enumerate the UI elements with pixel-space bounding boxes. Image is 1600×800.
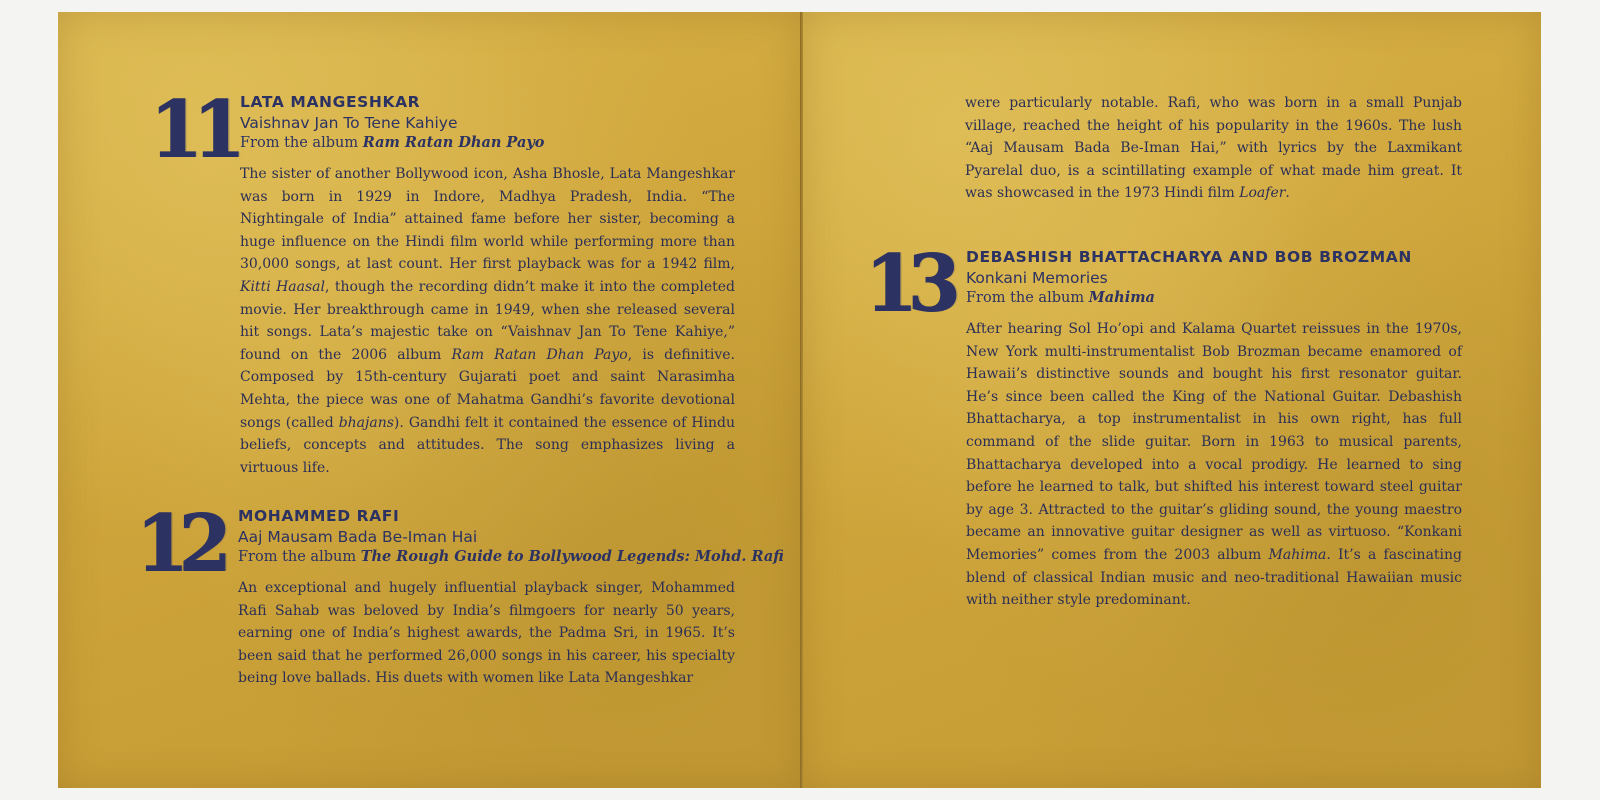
- track-album-line: From the album Mahima: [966, 289, 1155, 306]
- track-12: [238, 507, 784, 690]
- right-page: [803, 12, 1541, 788]
- album-title: Ram Ratan Dhan Payo: [362, 134, 545, 151]
- album-title: The Rough Guide to Bollywood Legends: Mohd. Rafi: [360, 548, 784, 565]
- track-number-12: 12: [136, 498, 222, 589]
- track-song-title: Vaishnav Jan To Tene Kahiye: [240, 114, 458, 132]
- track-album-line: From the album Ram Ratan Dhan Payo: [240, 134, 545, 151]
- track-number-13: 13: [865, 238, 951, 329]
- track-song-title: Aaj Mausam Bada Be-Iman Hai: [238, 528, 478, 546]
- track-number-11: 11: [150, 84, 236, 175]
- track-description: An exceptional and hugely influential playback singer, Mohammed Rafi Sahab was beloved by India’s filmgoers for nearly 50 years, earning one of India’s highest awards, the Padma Sri, in 1965. It’s been said that he performed 26,000 songs in his career, his specialty being love ballads. His duets with women like Lata Mangeshkar: [238, 580, 735, 687]
- booklet-spread: [58, 12, 1541, 788]
- track-11: [240, 93, 735, 479]
- track-description-continued: were particularly notable. Rafi, who was born in a small Punjab village, reached the height of his popularity in the 1960s. The lush “Aaj Mausam Bada Be-Iman Hai,” with lyrics by the Laxmikant Pyarelal duo, is a scintillating example of what made him great. It was showcased in the 1973 Hindi film Loafer.: [965, 95, 1462, 202]
- track-artist: MOHAMMED RAFI: [238, 507, 400, 525]
- track-artist: LATA MANGESHKAR: [240, 93, 421, 111]
- left-page: [58, 12, 803, 788]
- track-13: [966, 248, 1462, 612]
- track-artist: DEBASHISH BHATTACHARYA AND BOB BROZMAN: [966, 248, 1412, 266]
- track-12-continuation: [965, 92, 1462, 205]
- track-description: The sister of another Bollywood icon, Asha Bhosle, Lata Mangeshkar was born in 1929 in Indore, Madhya Pradesh, India. “The Nightingale of India” attained fame before her sister, becoming a huge influence on the Hindi film world while performing more than 30,000 songs, at last count. Her first playback was for a 1942 film, Kitti Haasal, though the recording didn’t make it into the completed movie. Her breakthrough came in 1949, when she released several hit songs. Lata’s majestic take on “Vaishnav Jan To Tene Kahiye,” found on the 2006 album Ram Ratan Dhan Payo, is definitive. Composed by 15th-century Gujarati poet and saint Narasimha Mehta, the piece was one of Mahatma Gandhi’s favorite devotional songs (called bhajans). Gandhi felt it contained the essence of Hindu beliefs, concepts and attitudes. The song emphasizes living a virtuous life.: [240, 166, 735, 476]
- track-album-line: From the album The Rough Guide to Bollywood Legends: Mohd. Rafi: [238, 548, 784, 565]
- album-title: Mahima: [1088, 289, 1155, 306]
- track-song-title: Konkani Memories: [966, 269, 1108, 287]
- track-description: After hearing Sol Ho’opi and Kalama Quartet reissues in the 1970s, New York multi-instrumentalist Bob Brozman became enamored of Hawaii’s distinctive sounds and bought his first resonator guitar. He’s since been called the King of the National Guitar. Debashish Bhattacharya, a top instrumentalist in his own right, has full command of the slide guitar. Born in 1963 to musical parents, Bhattacharya developed into a vocal prodigy. He learned to sing before he learned to talk, but shifted his interest toward steel guitar by age 3. Attracted to the guitar’s gliding sound, the young maestro became an innovative guitar designer as well as virtuoso. “Konkani Memories” comes from the 2003 album Mahima. It’s a fascinating blend of classical Indian music and neo-traditional Hawaiian music with neither style predominant.: [966, 321, 1462, 609]
